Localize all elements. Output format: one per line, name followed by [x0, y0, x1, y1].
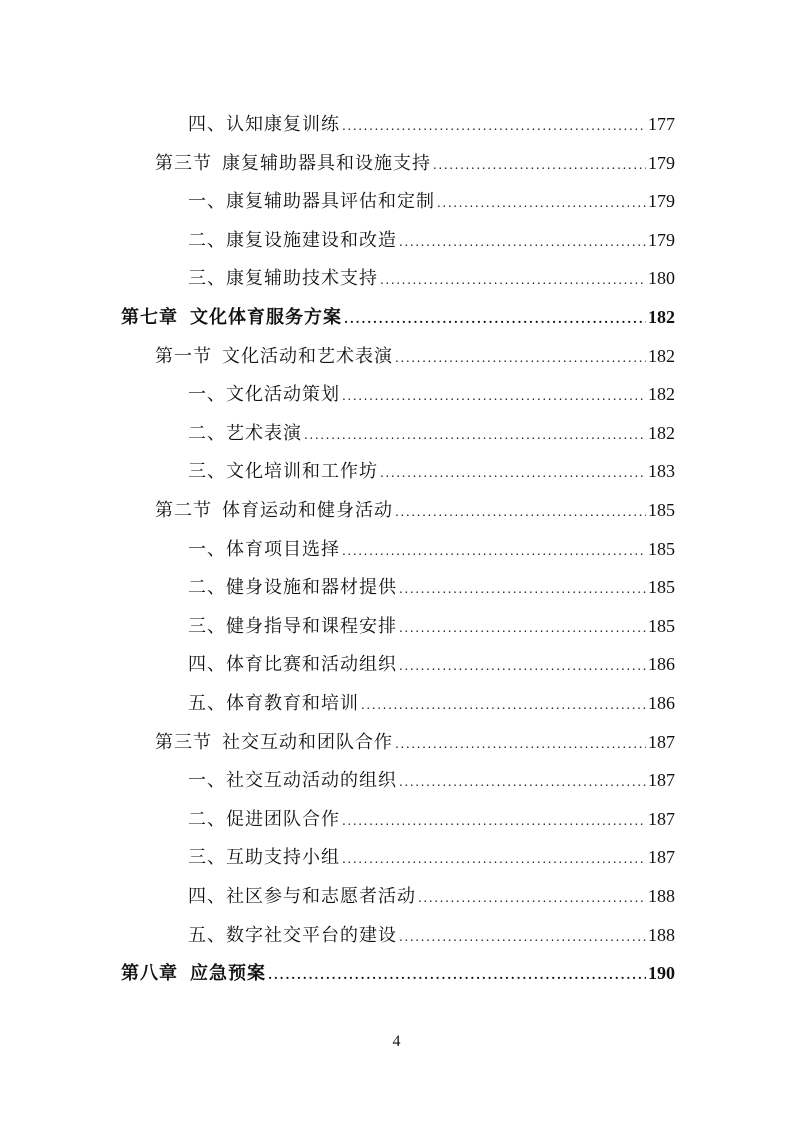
toc-entry-page: 187: [648, 770, 675, 791]
toc-entry-page: 186: [648, 693, 675, 713]
dot-leader: [380, 462, 646, 484]
toc-entry-page: 190: [648, 963, 675, 984]
dot-leader: [344, 308, 646, 330]
toc-entry-label: 文化体育服务方案: [190, 307, 342, 328]
toc-entry-title: [188, 654, 397, 676]
toc-entry-title: [188, 693, 359, 715]
toc-entry[interactable]: [0, 176, 793, 214]
toc-entry-page: 187: [648, 731, 675, 752]
toc-entry-title: [188, 770, 397, 792]
toc-entry-number: 第三节: [155, 152, 212, 174]
toc-entry[interactable]: [0, 717, 793, 755]
dot-leader: [395, 501, 646, 523]
toc-entry-line: [188, 808, 675, 832]
dot-leader: [399, 231, 646, 253]
toc-entry-label: 一、社交互动活动的组织: [188, 770, 397, 792]
toc-entry-title: [121, 963, 266, 985]
toc-entry-label: 体育运动和健身活动: [222, 500, 393, 521]
toc-entry-label: 五、数字社交平台的建设: [188, 924, 397, 946]
dot-leader: [418, 887, 646, 909]
toc-entry-title: [155, 500, 393, 522]
toc-entry-line: [188, 229, 675, 253]
dot-leader: [395, 733, 646, 755]
toc-entry-page: 187: [648, 808, 675, 829]
toc-entry[interactable]: [0, 871, 793, 909]
toc-entry-page: 182: [648, 384, 675, 405]
toc-entry-title: [155, 732, 393, 754]
dot-leader: [399, 617, 646, 639]
toc-entry-line: [188, 653, 675, 677]
toc-entry[interactable]: [0, 485, 793, 523]
toc-entry-label: 四、认知康复训练: [188, 114, 340, 135]
toc-entry-line: [188, 924, 675, 948]
toc-entry-page: 188: [648, 924, 675, 945]
toc-entry-label: 四、体育比赛和活动组织: [188, 654, 397, 676]
toc-entry-number: 第七章: [121, 307, 178, 328]
toc-entry-page: 183: [648, 461, 675, 482]
toc-entry-number: 第二节: [155, 500, 212, 521]
toc-entry-page: 186: [648, 654, 675, 675]
toc-entry[interactable]: [0, 138, 793, 176]
toc-entry-number: 第三节: [155, 731, 212, 753]
toc-entry-label: 一、康复辅助器具评估和定制: [188, 191, 435, 213]
toc-entry-label: 应急预案: [190, 963, 266, 985]
toc-entry-title: [188, 925, 397, 947]
toc-entry-title: [188, 268, 378, 290]
toc-entry-line: [121, 306, 675, 330]
toc-entry-page: 182: [648, 307, 675, 327]
toc-entry-page: 179: [648, 229, 675, 250]
toc-entry-title: [188, 577, 397, 599]
dot-leader: [437, 192, 646, 214]
toc-entry-label: 三、互助支持小组: [188, 847, 340, 869]
toc-entry-title: [188, 114, 340, 136]
toc-entry-line: [188, 615, 675, 639]
toc-entry-label: 文化活动和艺术表演: [222, 345, 393, 367]
toc-entry-label: 二、康复设施建设和改造: [188, 229, 397, 251]
toc-entry-line: [188, 383, 675, 407]
dot-leader: [399, 926, 646, 948]
dot-leader: [380, 269, 646, 291]
toc-entry-line: [188, 885, 675, 909]
dot-leader: [342, 115, 646, 137]
toc-entry-title: [188, 384, 340, 406]
toc-entry-label: 一、文化活动策划: [188, 384, 340, 406]
dot-leader: [399, 771, 646, 793]
toc-entry[interactable]: [0, 253, 793, 291]
toc-entry[interactable]: [0, 948, 793, 986]
toc-entry-label: 一、体育项目选择: [188, 538, 340, 560]
dot-leader: [433, 154, 646, 176]
toc-entry-label: 社交互动和团队合作: [222, 731, 393, 753]
toc-entry-label: 康复辅助器具和设施支持: [222, 152, 431, 174]
toc-entry[interactable]: [0, 794, 793, 832]
toc-entry-line: [188, 113, 675, 137]
toc-entry-page: 179: [648, 152, 675, 173]
dot-leader: [342, 848, 646, 870]
toc-entry-title: [188, 191, 435, 213]
toc-entry-label: 二、艺术表演: [188, 422, 302, 444]
dot-leader: [399, 578, 646, 600]
toc-entry[interactable]: [0, 562, 793, 600]
toc-entry-line: [188, 538, 675, 562]
toc-entry[interactable]: [0, 678, 793, 716]
toc-entry[interactable]: [0, 910, 793, 948]
toc-entry-title: [188, 230, 397, 252]
toc-entry-title: [155, 346, 393, 368]
dot-leader: [399, 655, 646, 677]
toc-entry-line: [155, 152, 675, 176]
toc-entry[interactable]: [0, 832, 793, 870]
toc-entry[interactable]: [0, 446, 793, 484]
toc-entry-line: [188, 422, 675, 446]
toc-entry-number: 第一节: [155, 345, 212, 367]
toc-entry[interactable]: [0, 292, 793, 330]
toc-entry-label: 五、体育教育和培训: [188, 693, 359, 714]
toc-entry-title: [188, 616, 397, 638]
toc-entry[interactable]: [0, 369, 793, 407]
toc-entry[interactable]: [0, 408, 793, 446]
toc-entry-line: [155, 345, 675, 369]
toc-entry-title: [188, 461, 378, 483]
toc-entry-label: 二、促进团队合作: [188, 808, 340, 830]
toc-entry-page: 185: [648, 538, 675, 559]
toc-entry-title: [121, 307, 342, 329]
dot-leader: [268, 964, 646, 986]
toc-entry-line: [155, 731, 675, 755]
page-number: 4: [392, 1033, 401, 1050]
toc-entry-label: 三、健身指导和课程安排: [188, 615, 397, 637]
toc-entry-label: 二、健身设施和器材提供: [188, 577, 397, 599]
dot-leader: [342, 810, 646, 832]
dot-leader: [342, 385, 646, 407]
toc-entry-title: [155, 153, 431, 175]
toc-entry-line: [121, 962, 675, 986]
toc-entry-page: 185: [648, 577, 675, 598]
toc-entry-page: 185: [648, 500, 675, 520]
toc-entry-line: [188, 267, 675, 291]
toc-entry-line: [188, 576, 675, 600]
toc-entry-line: [188, 769, 675, 793]
toc-entry-label: 三、康复辅助技术支持: [188, 268, 378, 290]
toc-entry-line: [188, 692, 675, 716]
toc-entry[interactable]: [0, 99, 793, 137]
toc-entry[interactable]: [0, 524, 793, 562]
toc-entry[interactable]: [0, 601, 793, 639]
dot-leader: [361, 694, 646, 716]
toc-entry-page: 182: [648, 422, 675, 443]
toc-entry[interactable]: [0, 215, 793, 253]
toc-entry-page: 179: [648, 191, 675, 212]
toc-entry-page: 185: [648, 615, 675, 636]
toc-entry-title: [188, 886, 416, 908]
dot-leader: [342, 540, 646, 562]
dot-leader: [395, 347, 646, 369]
toc-entry[interactable]: [0, 331, 793, 369]
toc-entry-page: 187: [648, 847, 675, 868]
toc-entry-line: [155, 499, 675, 523]
toc-entry-title: [188, 423, 302, 445]
toc-entry-label: 三、文化培训和工作坊: [188, 461, 378, 483]
toc-entry-title: [188, 847, 340, 869]
toc-entry-title: [188, 809, 340, 831]
toc-entry-title: [188, 539, 340, 561]
toc-entry[interactable]: [0, 639, 793, 677]
toc-entry-page: 177: [648, 114, 675, 134]
toc-entry-page: 188: [648, 886, 675, 906]
toc-entry-line: [188, 190, 675, 214]
toc-entry-label: 四、社区参与和志愿者活动: [188, 886, 416, 907]
toc-entry-number: 第八章: [121, 963, 178, 985]
toc-entry-line: [188, 846, 675, 870]
dot-leader: [304, 424, 646, 446]
toc-entry[interactable]: [0, 755, 793, 793]
toc-entry-page: 182: [648, 345, 675, 366]
toc-entry-line: [188, 460, 675, 484]
toc-entry-page: 180: [648, 268, 675, 289]
